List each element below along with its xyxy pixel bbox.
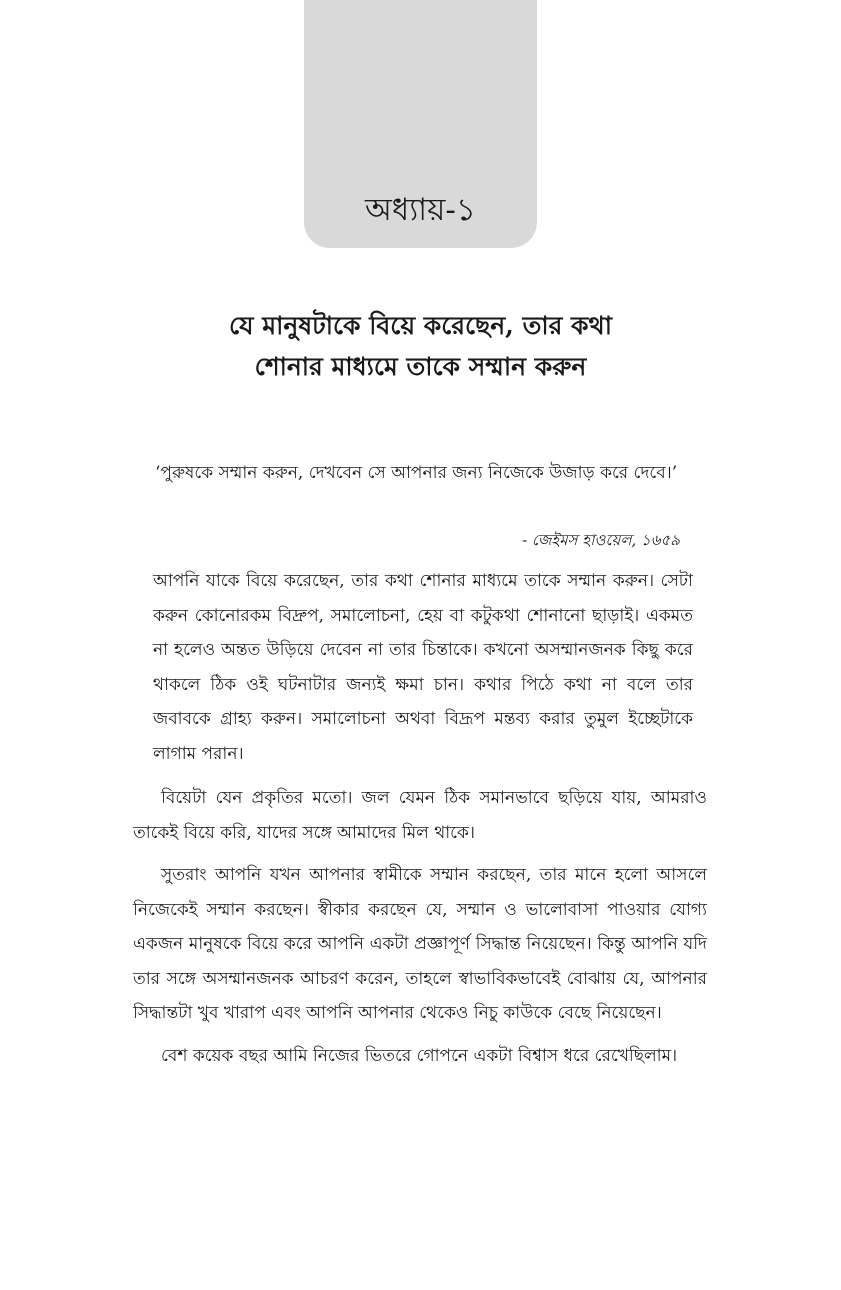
body-paragraph: বেশ কয়েক বছর আমি নিজের ভিতরে গোপনে একটা বিশ্বাস ধরে রেখেছিলাম। <box>161 1045 678 1066</box>
chapter-tab <box>304 0 537 248</box>
body-text <box>133 564 707 1081</box>
chapter-label: অধ্যায়-১ <box>364 192 477 228</box>
epigraph-attribution: - জেইমস হাওয়েল, ১৬৫৯ <box>522 531 680 549</box>
chapter-title-line-1: যে মানুষটাকে বিয়ে করেছেন, তার কথা <box>229 311 612 340</box>
epigraph <box>155 456 688 491</box>
chapter-title <box>100 305 741 387</box>
body-paragraph: সুতরাং আপনি যখন আপনার স্বামীকে সম্মান করছেন, তার মানে হলো আসলে নিজেকেই সম্মান করছেন। স্বীকার করছেন যে, সম্মান ও ভালোবাসা পাওয়ার যোগ্য একজন মানুষকে বিয়ে করে আপনি একটা প্রজ্ঞাপূর্ণ সিদ্ধান্ত নিয়েছেন। কিন্তু আপনি যদি তার সঙ্গে অসম্মানজনক আচরণ করেন, তাহলে স্বাভাবিকভাবেই বোঝায় যে, আপনার সিদ্ধান্তটা খুব খারাপ এবং আপনি আপনার থেকেও নিচু কাউকে বেছে নিয়েছেন। <box>133 865 707 1023</box>
chapter-title-line-2: শোনার মাধ্যমে তাকে সম্মান করুন <box>254 352 587 381</box>
epigraph-quote: ‘পুরুষকে সম্মান করুন, দেখবেন সে আপনার জন্য নিজেকে উজাড় করে দেবে।’ <box>155 463 678 483</box>
body-paragraph: আপনি যাকে বিয়ে করেছেন, তার কথা শোনার মাধ্যমে তাকে সম্মান করুন। সেটা করুন কোনোরকম বিদ্রুপ, সমালোচনা, হেয় বা কটুকথা শোনানো ছাড়াই। একমত না হলেও অন্তত উড়িয়ে দেবেন না তার চিন্তাকে। কখনো অসম্মানজনক কিছু করে থাকলে ঠিক ওই ঘটনাটার জন্যই ক্ষমা চান। কথার পিঠে কথা না বলে তার জবাবকে গ্রাহ্য করুন। সমালোচনা অথবা বিদ্রূপ মন্তব্য করার তুমুল ইচ্ছেটাকে লাগাম পরান। <box>153 571 693 764</box>
body-paragraph: বিয়েটা যেন প্রকৃতির মতো। জল যেমন ঠিক সমানভাবে ছড়িয়ে যায়, আমরাও তাকেই বিয়ে করি, যাদের সঙ্গে আমাদের মিল থাকে। <box>133 788 707 843</box>
